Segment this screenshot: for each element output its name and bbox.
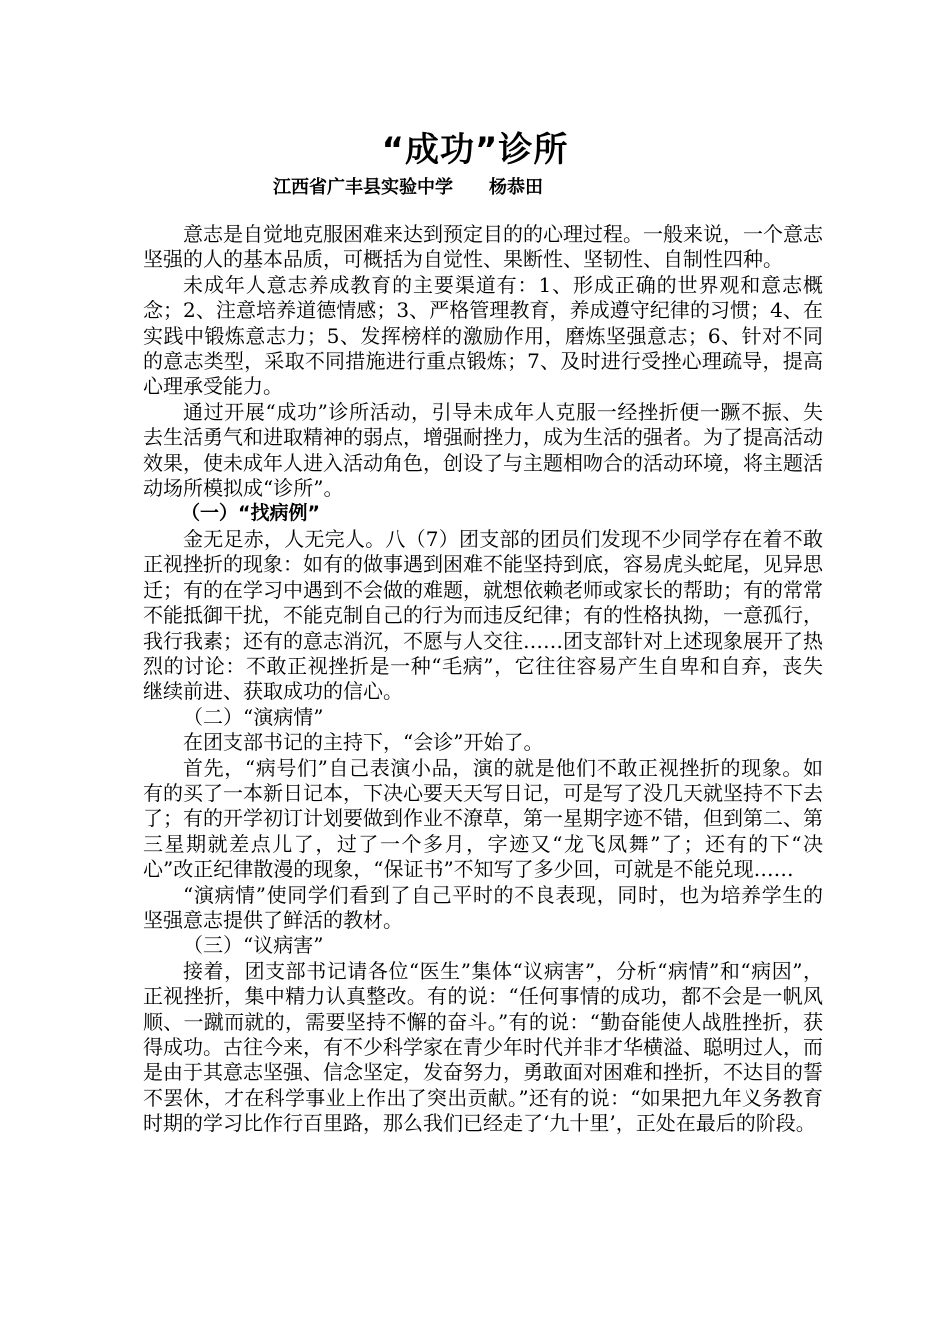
paragraph: 接着，团支部书记请各位“医生”集体“议病害”，分析“病情”和“病因”，正视挫折，集中精力认真整改。有的说：“任何事情的成功，都不会是一帆风顺、一蹴而就的，需要坚持不懈的奋斗。”有的说：“勤奋能使人战胜挫折，获得成功。古往今来，有不少科学家在青少年时代并非才华横溢、聪明过人，而是由于其意志坚强、信念坚定，发奋努力，勇敢面对困难和挫折，不达目的誓不罢休，才在科学事业上作出了突出贡献。”还有的说：“如果把九年义务教育时期的学习比作行百里路，那么我们已经走了‘九十里’，正处在最后的阶段。 [143,958,823,1136]
paragraph: “演病情”使同学们看到了自己平时的不良表现，同时，也为培养学生的坚强意志提供了鲜活的教材。 [143,882,823,932]
paragraph: 在团支部书记的主持下，“会诊”开始了。 [183,730,544,755]
document-title: “成功”诊所 [381,130,569,170]
paragraph: 首先，“病号们”自己表演小品，演的就是他们不敢正视挫折的现象。如有的买了一本新日记本，下决心要天天写日记，可是写了没几天就坚持不下去了；有的开学初订计划要做到作业不潦草，第一星期字迹不错，但到第二、第三星期就差点儿了，过了一个多月，字迹又“龙飞凤舞”了；还有的下“决心”改正纪律散漫的现象，“保证书”不知写了多少回，可就是不能兑现…… [143,755,823,882]
document-body [143,222,823,1137]
paragraph: 意志是自觉地克服困难来达到预定目的的心理过程。一般来说，一个意志坚强的人的基本品质，可概括为自觉性、果断性、坚韧性、自制性四种。 [143,222,823,272]
document-byline: 江西省广丰县实验中学 杨恭田 [273,177,543,198]
section-heading: （二）“演病情” [183,704,324,729]
section-heading: （一）“找病例” [181,502,320,525]
paragraph: 金无足赤，人无完人。八（7）团支部的团员们发现不少同学存在着不敢正视挫折的现象：如有的做事遇到困难不能坚持到底，容易虎头蛇尾，见异思迁；有的在学习中遇到不会做的难题，就想依赖老师或家长的帮助；有的常常不能抵御干扰，不能克制自己的行为而违反纪律；有的性格执拗，一意孤行，我行我素；还有的意志消沉，不愿与人交往……团支部针对上述现象展开了热烈的讨论：不敢正视挫折是一种“毛病”，它往往容易产生自卑和自弃，丧失继续前进、获取成功的信心。 [143,526,823,704]
paragraph: 未成年人意志养成教育的主要渠道有：1、形成正确的世界观和意志概念；2、注意培养道德情感；3、严格管理教育，养成遵守纪律的习惯；4、在实践中锻炼意志力；5、发挥榜样的激励作用，磨炼坚强意志；6、针对不同的意志类型，采取不同措施进行重点锻炼；7、及时进行受挫心理疏导，提高心理承受能力。 [143,272,823,399]
section-heading: （三）“议病害” [183,933,324,958]
paragraph: 通过开展“成功”诊所活动，引导未成年人克服一经挫折便一蹶不振、失去生活勇气和进取精神的弱点，增强耐挫力，成为生活的强者。为了提高活动效果，使未成年人进入活动角色，创设了与主题相吻合的活动环境，将主题活动场所模拟成“诊所”。 [143,399,823,501]
